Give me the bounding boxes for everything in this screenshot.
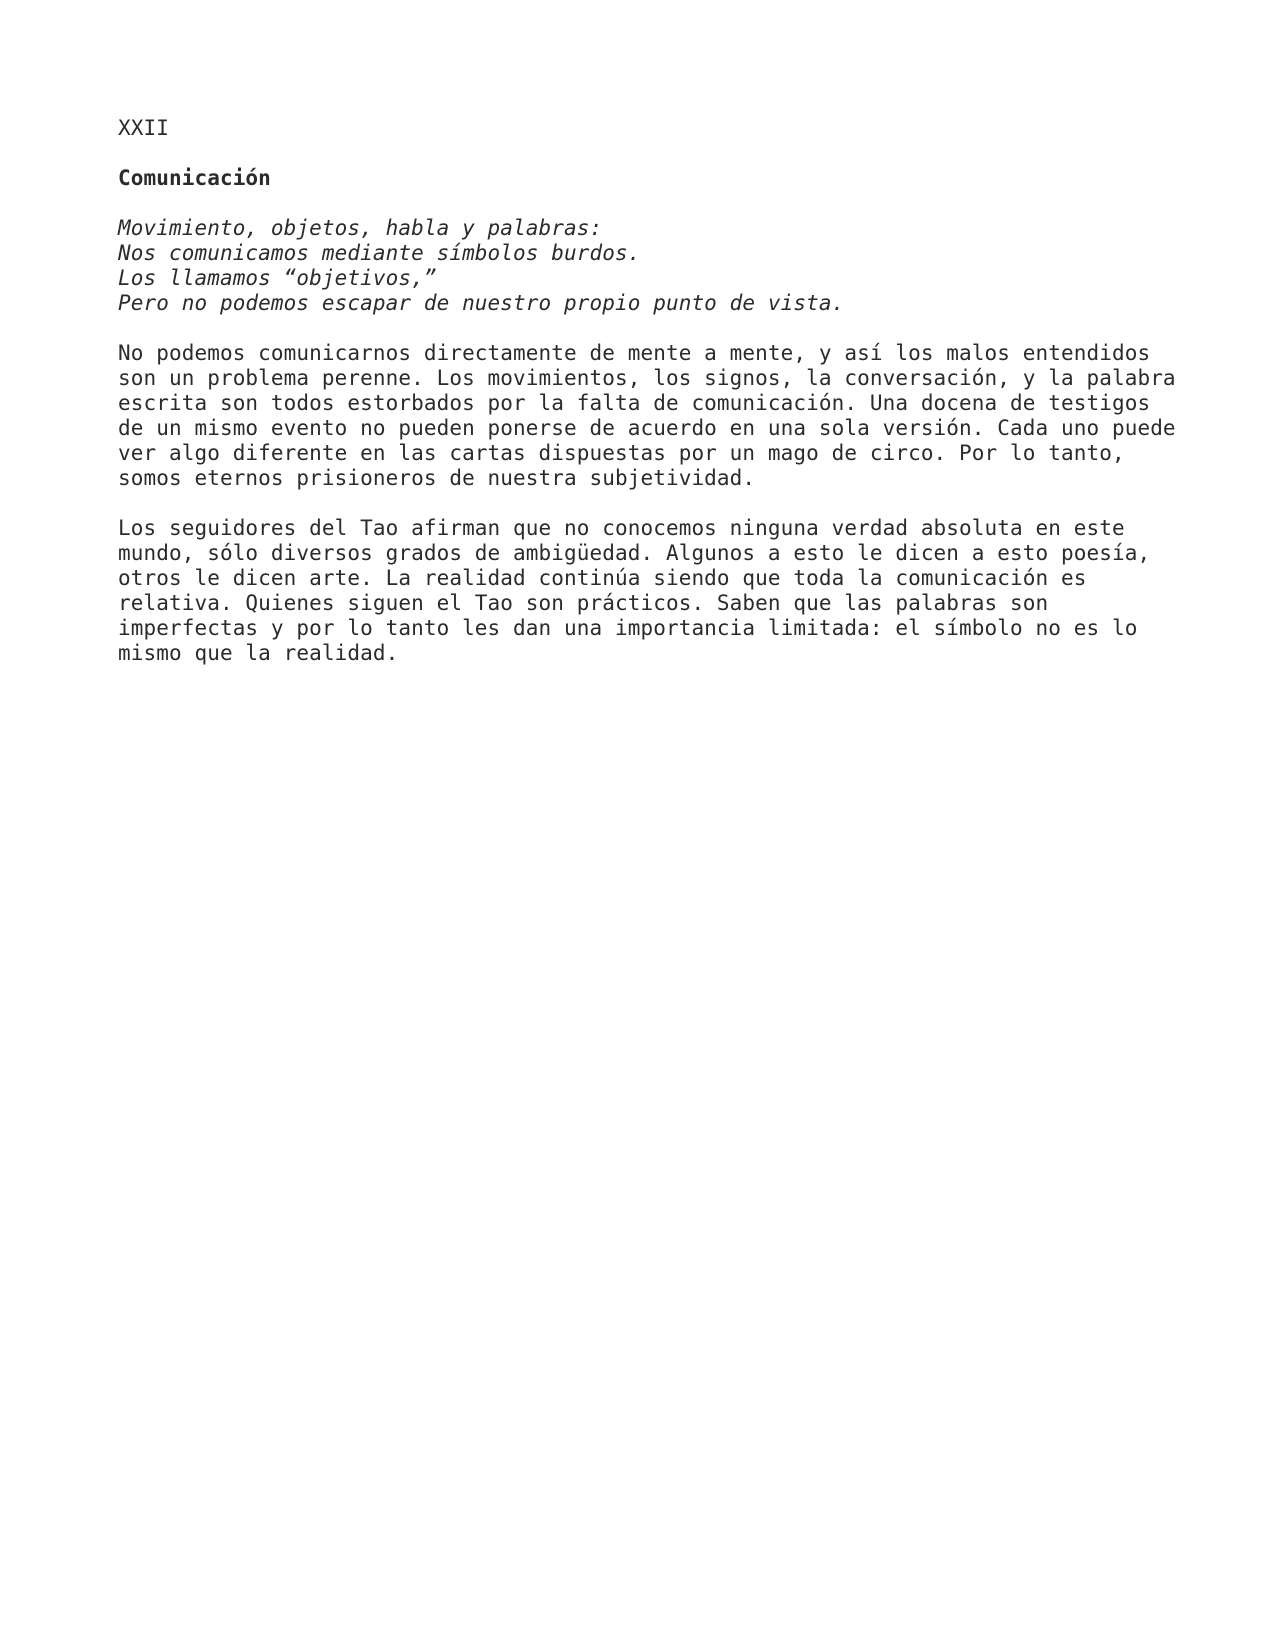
- paragraph-line: Los seguidores del Tao afirman que no conocemos ninguna verdad absoluta en este: [118, 516, 1125, 540]
- document-page: [118, 116, 1178, 666]
- paragraph-line: imperfectas y por lo tanto les dan una importancia limitada: el símbolo no es lo: [118, 616, 1138, 640]
- chapter-title: Comunicación: [118, 166, 271, 190]
- chapter-number: XXII: [118, 116, 169, 140]
- commentary-paragraph-1: [118, 341, 1178, 491]
- paragraph-line: relativa. Quienes siguen el Tao son prácticos. Saben que las palabras son: [118, 591, 1049, 615]
- paragraph-line: otros le dicen arte. La realidad continúa siendo que toda la comunicación es: [118, 566, 1087, 590]
- paragraph-line: No podemos comunicarnos directamente de mente a mente, y así los malos entendidos: [118, 341, 1151, 365]
- poem-line: Los llamamos “objetivos,”: [118, 266, 437, 290]
- paragraph-line: mismo que la realidad.: [118, 641, 399, 665]
- paragraph-line: escrita son todos estorbados por la falta de comunicación. Una docena de testigos: [118, 391, 1151, 415]
- paragraph-line: son un problema perenne. Los movimientos, los signos, la conversación, y la palabra: [118, 366, 1176, 390]
- poem-line: Movimiento, objetos, habla y palabras:: [118, 216, 603, 240]
- paragraph-line: ver algo diferente en las cartas dispuestas por un mago de circo. Por lo tanto,: [118, 441, 1125, 465]
- commentary-paragraph-2: [118, 516, 1178, 666]
- poem-stanza: [118, 216, 1178, 316]
- paragraph-line: de un mismo evento no pueden ponerse de acuerdo en una sola versión. Cada uno puede: [118, 416, 1176, 440]
- poem-line: Nos comunicamos mediante símbolos burdos.: [118, 241, 641, 265]
- paragraph-line: mundo, sólo diversos grados de ambigüedad. Algunos a esto le dicen a esto poesía,: [118, 541, 1151, 565]
- paragraph-line: somos eternos prisioneros de nuestra subjetividad.: [118, 466, 756, 490]
- poem-line: Pero no podemos escapar de nuestro propio punto de vista.: [118, 291, 845, 315]
